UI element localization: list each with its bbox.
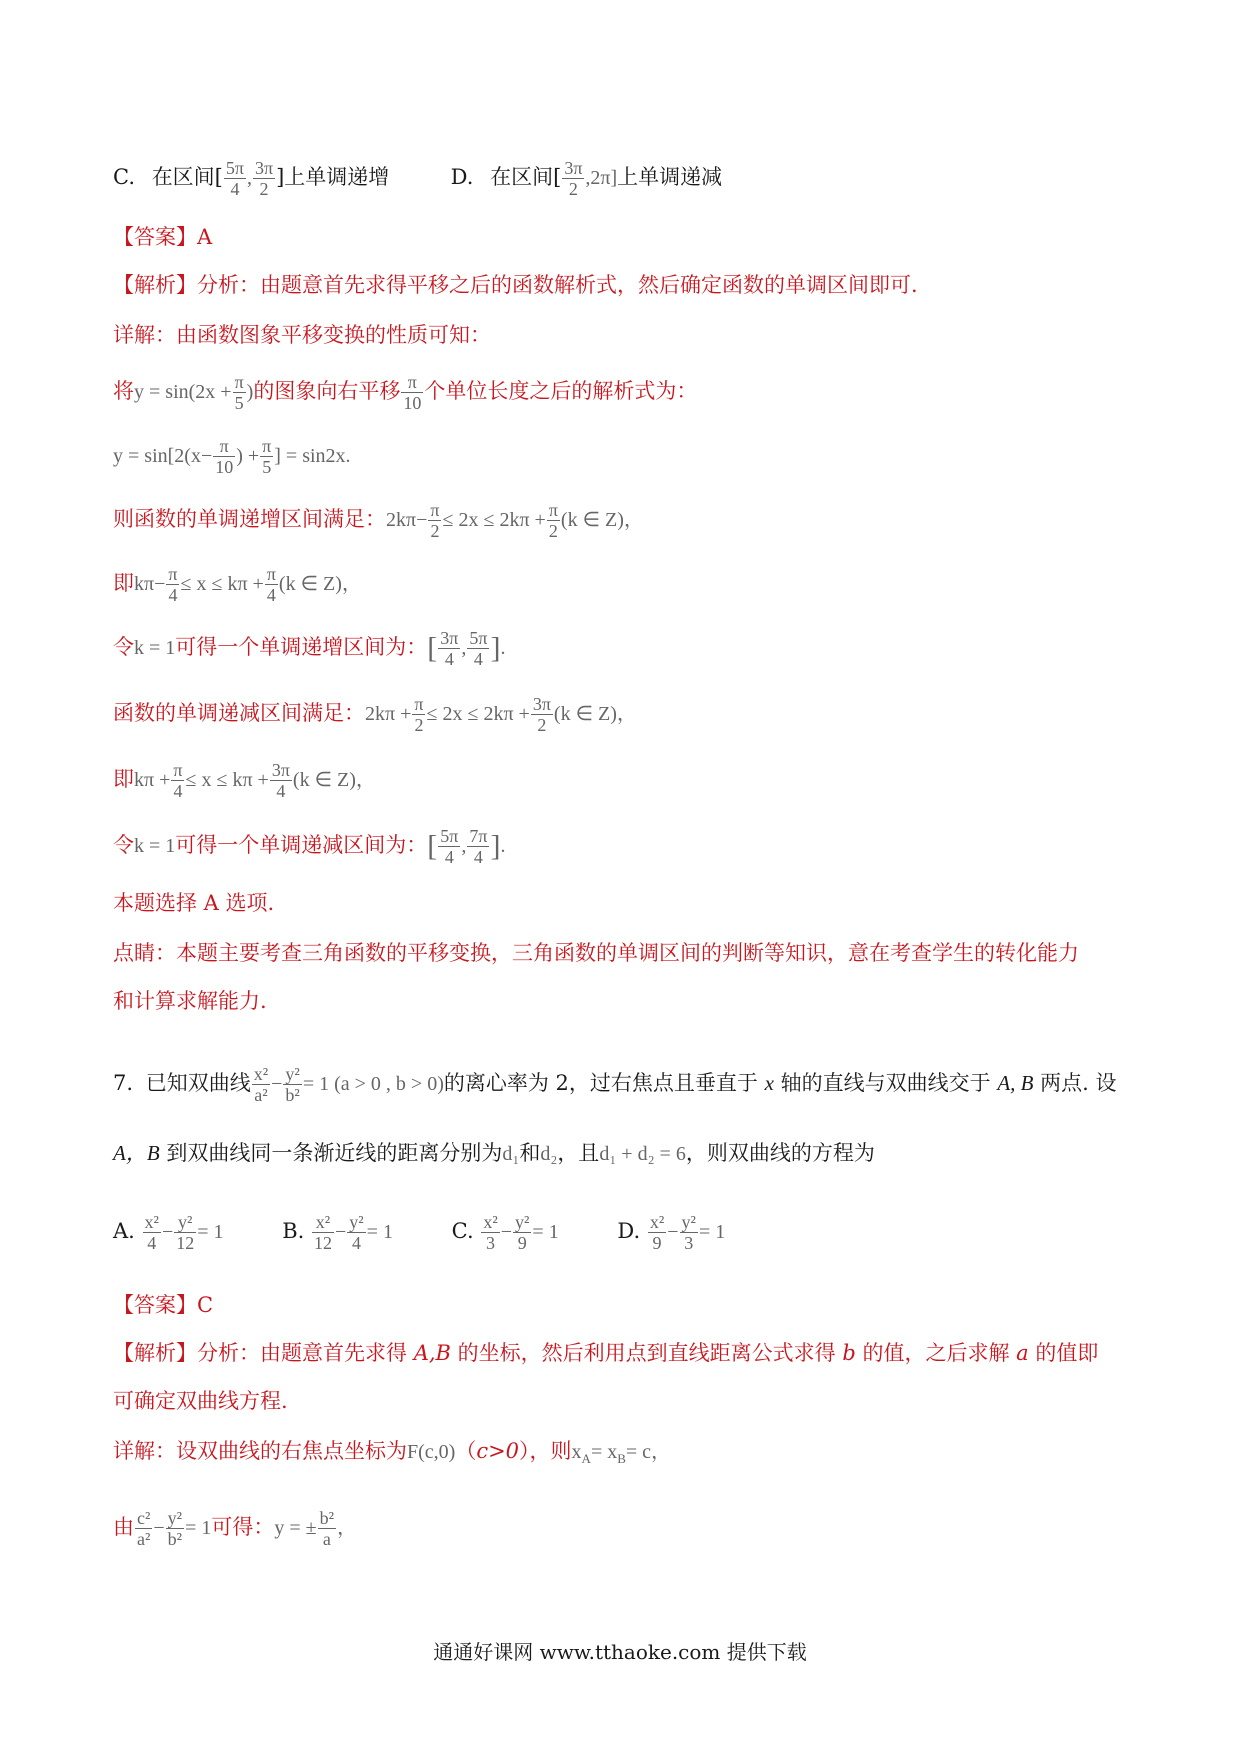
frac-num: 5π: [440, 826, 459, 846]
math: = 1: [366, 1221, 393, 1243]
frac-den: 4: [351, 1233, 361, 1253]
frac: [135, 1508, 152, 1549]
frac: [547, 500, 560, 541]
frac: [166, 564, 179, 605]
option-label: C.: [451, 1219, 474, 1243]
text: 的值，之后求解: [862, 1341, 1010, 1365]
text: 令: [113, 635, 134, 659]
frac-num: x²: [312, 1212, 334, 1233]
frac-den: 2: [259, 179, 269, 199]
math: 2kπ−: [386, 509, 428, 531]
text: 已知双曲线: [145, 1071, 251, 1095]
analysis-tag: 【解析】: [113, 1341, 197, 1365]
q6-line-result: [113, 436, 351, 477]
frac-den: a: [322, 1529, 331, 1549]
option-c-label: C.: [113, 165, 135, 189]
text: 分析：由题意首先求得: [197, 1341, 407, 1365]
frac: [467, 628, 489, 669]
frac-den: 5: [234, 393, 244, 413]
q6-line-shift: 将y = sin(2x + $\frac{\pi}{5}$ )的图象向右平移 $\frac{\pi}{10}$ 个单位长度之后的解析式为：: [113, 372, 698, 413]
frac-den: b²: [167, 1529, 183, 1549]
option-c-text: 在区间[: [151, 165, 223, 189]
frac: [347, 1212, 365, 1253]
frac-num: 5π: [225, 158, 244, 178]
frac-num: c²: [137, 1508, 151, 1528]
math: d₂: [540, 1143, 558, 1165]
math: ) +: [236, 445, 260, 467]
frac: [260, 436, 273, 477]
option-d: D. $\frac{\text{x²}}{9}$ − $\frac{\text{y²}}{3}$ = 1: [617, 1212, 726, 1253]
frac-den: a²: [137, 1529, 151, 1549]
math: A，B: [113, 1141, 160, 1165]
frac-num: 7π: [469, 826, 488, 846]
option-c: C. $\frac{\text{x²}}{3}$ − $\frac{\text{y²}}{9}$ = 1: [451, 1212, 559, 1253]
text: ，且: [557, 1141, 600, 1165]
q7-analysis-2: 可确定双曲线方程.: [113, 1389, 288, 1413]
text: （: [455, 1439, 477, 1463]
math: d₁ + d₂ = 6: [599, 1143, 686, 1165]
frac: [513, 1212, 531, 1253]
frac: [412, 694, 425, 735]
math: x: [764, 1071, 774, 1095]
math: y = sin(2x +: [134, 381, 232, 403]
math: = 1: [698, 1221, 726, 1243]
q7-stem-line1: 7. 已知双曲线 $\frac{\text{x²}}{\text{a²}}$ − $\frac{\text{y²}}{\text{b²}}$ = 1 (a > 0 , b > 0)的离心率为 2，过右焦点且垂直于 x 轴的直线与双曲线交于 A, B 两点. 设: [113, 1064, 1117, 1105]
frac-den: 4: [168, 585, 178, 605]
math: = 1: [197, 1221, 224, 1243]
frac: [467, 826, 489, 867]
frac-den: 3: [684, 1233, 694, 1253]
frac-den: 2: [568, 179, 578, 199]
text: 和: [519, 1141, 541, 1165]
frac-num: y²: [167, 1508, 183, 1528]
q6-inc-solution: [113, 564, 362, 605]
option-d-post: 上单调递减: [617, 165, 723, 189]
math: k = 1: [134, 835, 176, 857]
math: (k ∈ Z)，: [292, 769, 376, 791]
frac-num: π: [168, 564, 178, 584]
analysis-tag: 【解析】: [113, 273, 197, 297]
frac: [312, 1212, 334, 1253]
frac-den: 2: [430, 521, 440, 541]
math: F(c,0): [407, 1441, 456, 1463]
frac-num: π: [213, 436, 235, 457]
frac-num: 3π: [532, 694, 551, 714]
frac-den: 4: [147, 1233, 157, 1253]
math: = x: [590, 1441, 618, 1463]
text: 可得一个单调递减区间为：: [175, 833, 428, 857]
frac-num: 3π: [271, 760, 290, 780]
frac-den: b²: [285, 1085, 300, 1105]
math: = 1: [532, 1221, 559, 1243]
frac: [401, 372, 423, 413]
frac-num: x²: [649, 1212, 665, 1232]
frac: [283, 1064, 301, 1105]
frac-num: π: [173, 760, 183, 780]
math: A, B: [997, 1071, 1034, 1095]
frac-num: x²: [483, 1212, 498, 1232]
option-c-post: ]上单调递增: [276, 165, 390, 189]
q6-comment-2: 和计算求解能力.: [113, 989, 267, 1013]
math: 2kπ +: [365, 703, 412, 725]
option-b: B. $\frac{\text{x²}}{12}$ − $\frac{\text{y²}}{4}$ = 1: [282, 1212, 393, 1253]
q7-stem-line2: [113, 1138, 875, 1169]
frac-den: 2: [548, 521, 558, 541]
text: ），则: [519, 1439, 572, 1463]
option-label: A.: [113, 1219, 135, 1243]
frac: [318, 1508, 336, 1549]
option-d-frac: [562, 158, 584, 199]
math: (k ∈ Z)，: [278, 573, 362, 595]
text: 详解：设双曲线的右焦点坐标为: [113, 1439, 407, 1463]
frac: [481, 1212, 499, 1253]
q7-detail: [113, 1436, 671, 1474]
q6-inc-interval: 令k = 1可得一个单调递增区间为：[ $\frac{3\pi}{4}$ , $\frac{5\pi}{4}$ ].: [113, 628, 506, 669]
frac: [680, 1212, 698, 1253]
math: ≤ 2x ≤ 2kπ +: [442, 509, 546, 531]
frac: [648, 1212, 666, 1253]
text: 可得：: [211, 1515, 275, 1539]
math: ≤ x ≤ kπ +: [180, 573, 264, 595]
q7-answer: 【答案】C: [113, 1293, 214, 1317]
frac-den: 10: [403, 393, 422, 413]
text: 则函数的单调递增区间满足：: [113, 507, 386, 531]
frac: [171, 760, 184, 801]
math: b: [842, 1341, 856, 1365]
analysis-text: 分析：由题意首先求得平移之后的函数解析式，然后确定函数的单调区间即可.: [197, 273, 918, 297]
frac-num: y²: [285, 1064, 300, 1084]
frac-num: y²: [349, 1212, 364, 1232]
text: 由: [113, 1515, 134, 1539]
q7-options: [113, 1212, 777, 1253]
frac-num: π: [401, 372, 423, 393]
option-c-frac2: [253, 158, 275, 199]
math: ，: [337, 1517, 358, 1539]
frac-den: 4: [473, 847, 483, 867]
question-number: 7.: [113, 1071, 134, 1095]
frac-den: 4: [230, 179, 240, 199]
frac-den: 12: [176, 1233, 195, 1253]
q6-inc-condition: [113, 500, 644, 541]
math: d₁: [502, 1143, 520, 1165]
math: ≤ 2x ≤ 2kπ +: [426, 703, 530, 725]
math: = 1 (a > 0 , b > 0): [302, 1073, 444, 1095]
math: k = 1: [134, 637, 176, 659]
math: c>0: [476, 1439, 520, 1463]
q6-answer: 【答案】A: [113, 225, 213, 249]
text: 的离心率为 2，过右焦点且垂直于: [443, 1071, 758, 1095]
math: kπ−: [134, 573, 166, 595]
frac-den: 2: [414, 715, 424, 735]
frac-num: b²: [319, 1508, 335, 1528]
frac-den: 4: [276, 781, 286, 801]
text: 个单位长度之后的解析式为：: [424, 379, 698, 403]
text: 函数的单调递减区间满足：: [113, 701, 365, 725]
frac-den: 10: [215, 457, 234, 477]
math: (k ∈ Z)，: [553, 703, 637, 725]
text: 到双曲线同一条渐近线的距离分别为: [166, 1141, 503, 1165]
frac-num: y²: [681, 1212, 696, 1232]
q6-select: 本题选择 A 选项.: [113, 891, 275, 915]
text: 令: [113, 833, 134, 857]
option-label: B.: [282, 1219, 305, 1243]
option-label: D.: [617, 1219, 641, 1243]
frac: [166, 1508, 184, 1549]
q6-analysis: [113, 270, 918, 300]
frac-den: 4: [444, 649, 454, 669]
text: 的图象向右平移: [253, 379, 401, 403]
frac-den: 9: [652, 1233, 662, 1253]
frac-num: 5π: [469, 628, 488, 648]
q6-dec-solution: [113, 760, 376, 801]
math: A,B: [413, 1341, 451, 1365]
frac-num: y²: [174, 1212, 196, 1233]
math-sub: A: [581, 1451, 591, 1467]
option-d-label: D.: [450, 165, 474, 189]
frac-den: 4: [266, 585, 276, 605]
q6-options-cd: C. 在区间[ $\frac{5\pi}{4}$ , $\frac{3\pi}{2}$ ]上单调递增 D. 在区间[ $\frac{3\pi}{2}$ ,2π]上单调递减: [113, 158, 723, 199]
frac-den: 3: [486, 1233, 496, 1253]
text: 即: [113, 767, 134, 791]
option-d-text: 在区间[: [490, 165, 562, 189]
text: 的值即: [1035, 1341, 1099, 1365]
frac-den: 4: [173, 781, 183, 801]
frac-num: 3π: [254, 158, 274, 178]
text: ，则双曲线的方程为: [685, 1141, 875, 1165]
q7-last-line: 由 $\frac{\text{c²}}{\text{a²}}$ − $\frac{\text{y²}}{\text{b²}}$ = 1可得：y = ± $\frac{\text{b²}}{a}$ ，: [113, 1508, 358, 1549]
math: ] = sin2x.: [274, 445, 351, 467]
text: 即: [113, 571, 134, 595]
frac: [252, 1064, 270, 1105]
page-footer: 通通好课网 www.tthaoke.com 提供下载: [433, 1640, 807, 1664]
frac: [531, 694, 553, 735]
frac-den: 4: [444, 847, 454, 867]
math: ≤ x ≤ kπ +: [185, 769, 269, 791]
math: a: [1016, 1341, 1029, 1365]
frac: [174, 1212, 196, 1253]
math: y = sin[2(x−: [113, 445, 213, 467]
option-a: A. $\frac{\text{x²}}{4}$ − $\frac{\text{y²}}{12}$ = 1: [113, 1212, 224, 1253]
frac-num: π: [266, 564, 276, 584]
frac-den: 2: [537, 715, 547, 735]
frac: [438, 826, 460, 867]
frac-den: 9: [517, 1233, 527, 1253]
text: 两点. 设: [1040, 1071, 1117, 1095]
math: (k ∈ Z)，: [560, 509, 644, 531]
frac-den: 4: [473, 649, 483, 669]
frac: [270, 760, 292, 801]
frac-num: π: [234, 372, 244, 392]
frac-den: 5: [262, 457, 272, 477]
frac-num: y²: [515, 1212, 530, 1232]
q6-comment-1: 点睛：本题主要考查三角函数的平移变换，三角函数的单调区间的判断等知识，意在考查学生的转化能力: [113, 941, 1079, 965]
text: 轴的直线与双曲线交于: [780, 1071, 991, 1095]
option-d-mid: ,2π]: [585, 167, 618, 189]
frac-den: a²: [254, 1085, 268, 1105]
q6-detail-intro: 详解：由函数图象平移变换的性质可知：: [113, 323, 491, 347]
frac-den: 12: [313, 1233, 332, 1253]
math: y = ±: [274, 1517, 317, 1539]
text: 可得一个单调递增区间为：: [175, 635, 428, 659]
frac: [143, 1212, 161, 1253]
frac-num: π: [430, 500, 440, 520]
frac-num: x²: [144, 1212, 159, 1232]
frac-num: x²: [253, 1064, 269, 1084]
frac-num: 3π: [564, 158, 583, 178]
text: 的坐标，然后利用点到直线距离公式求得: [457, 1341, 836, 1365]
frac: [428, 500, 441, 541]
option-c-frac1: [224, 158, 246, 199]
math: = 1: [185, 1517, 212, 1539]
frac: [438, 628, 460, 669]
frac-num: π: [262, 436, 272, 456]
frac: [265, 564, 278, 605]
math-sub: B: [617, 1451, 626, 1467]
frac: [213, 436, 235, 477]
math: kπ +: [134, 769, 171, 791]
math: x: [571, 1441, 582, 1463]
math: = c，: [625, 1441, 672, 1463]
frac-num: π: [548, 500, 558, 520]
frac-num: 3π: [440, 628, 459, 648]
text: 将: [113, 379, 134, 403]
frac: [233, 372, 246, 413]
frac-num: π: [414, 694, 424, 714]
q6-dec-interval: 令k = 1可得一个单调递减区间为：[ $\frac{5\pi}{4}$ , $\frac{7\pi}{4}$ ].: [113, 826, 506, 867]
q7-analysis-1: [113, 1338, 1098, 1368]
q6-dec-condition: [113, 694, 637, 735]
